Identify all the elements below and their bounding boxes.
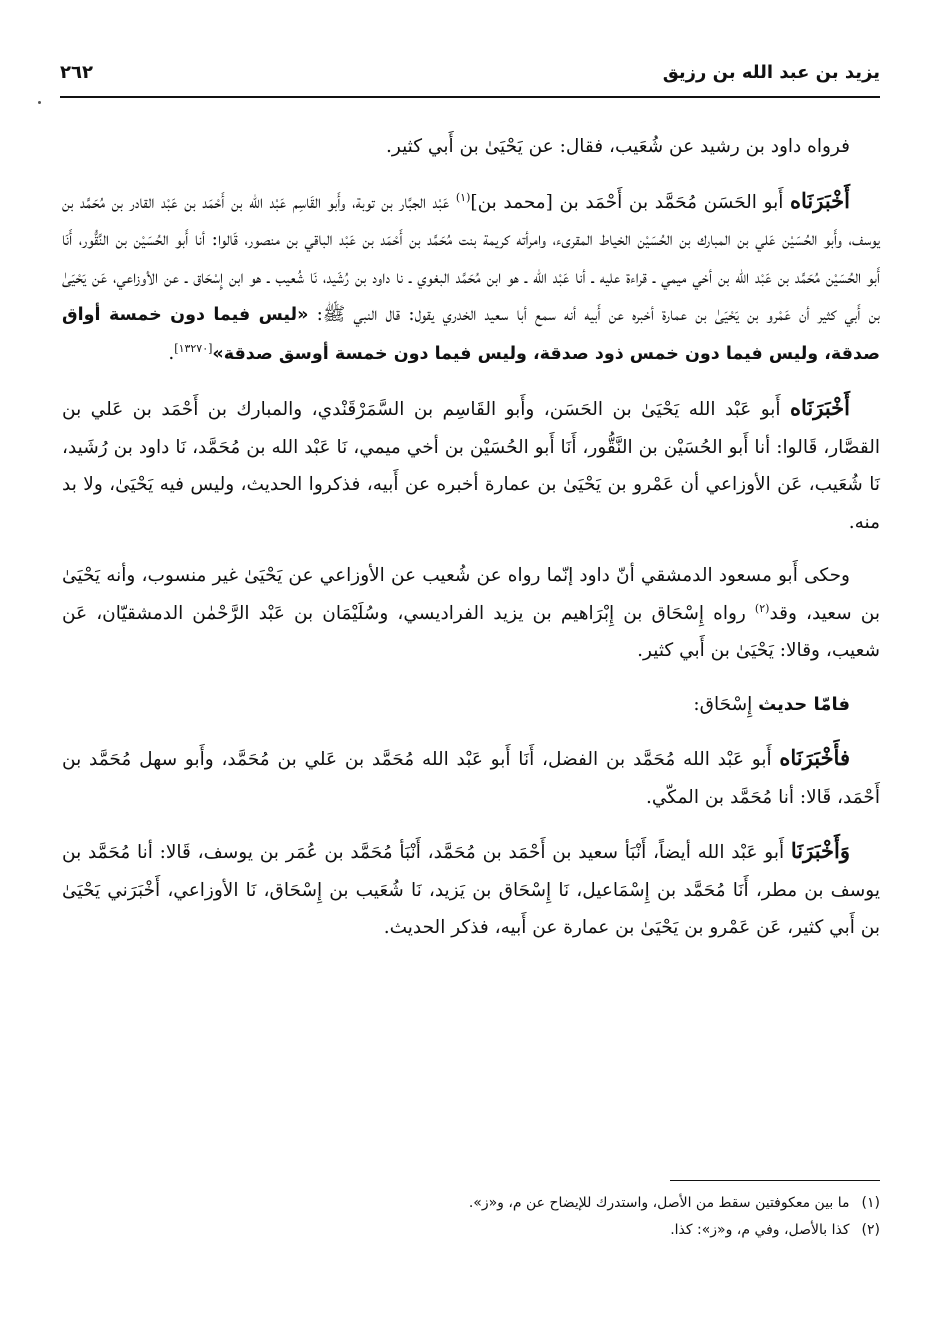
hadith-number: [١٣٢٧٠] — [174, 341, 213, 355]
scan-speck — [38, 101, 41, 104]
footnote-text: كذا بالأصل، وفي م، و«ز»: كذا. — [670, 1222, 850, 1238]
footnote-number: (٢) — [861, 1222, 880, 1238]
paragraph-lead-word: أَخْبَرَنَاه — [790, 395, 850, 420]
hadith-text: «ليس فيما دون خمسة أواق صدقة، وليس فيما دون خمس ذود صدقة، وليس فيما دون خمسة أوسق صدقة» — [62, 305, 880, 364]
paragraph-4 — [62, 557, 880, 670]
paragraph-end: . — [168, 342, 175, 364]
footnote-2 — [62, 1217, 880, 1244]
paragraph-text: وحكى أَبو مسعود الدمشقي أنّ داود إنّما رواه عن شُعيب عن الأوزاعي عن يَحْيَىٰ غير منسوب، وأنه يَحْيَىٰ بن سعيد، وقد — [62, 565, 880, 624]
running-header — [60, 46, 880, 98]
footnote-text: ما بين معكوفتين سقط من الأصل، واستدرك للإيضاح عن م، و«ز». — [468, 1195, 850, 1211]
section-heading — [62, 686, 880, 724]
paragraph-6 — [62, 832, 880, 947]
paragraph-lead-word: وَأَخْبَرَنَا — [790, 838, 850, 863]
paragraph-1 — [62, 128, 880, 166]
paragraph-text: عَبْد الجبَّار بن توبة، وأَبو القَاسِم عَبْد الله بن أَحْمَد بن عَبْد القادر بن مُحَمَّد بن يوسف، وأَبو الحُسَيْن عَلي بن المبارك بن الحُسَيْن الخياط المقرىء، وامرأته كريمة بنت مُحَمَّد بن أَحْمَد بن عَبْد الباقي بن منصور، قَالوا: أنا أَبو الحُسَيْن بن النَّقُّور، أَنَا أَبو الحُسَيْن مُحَمَّد بن عَبْد الله بن أخي ميمي ـ قراءة عليه ـ أنا عَبْد الله ـ هو ابن مُحَمَّد البغوي ـ نا داود بن رُشَيد، نَا شُعيب ـ هو ابن إِسْحَاق ـ عن الأوزاعي، عَن يَحْيَىٰ بن أَبي كثير أن عَمْرو بن يَحْيَىٰ بن عمارة أخبره عن أَبيه أنه سمع أبا سعيد الخدري يقول: قال النبي ﷺ: — [62, 191, 880, 325]
paragraph-5 — [62, 739, 880, 816]
running-title: يزيد بن عبد الله بن رزيق — [662, 62, 880, 83]
paragraph-text: فرواه داود بن رشيد عن شُعَيب، فقال: عن يَحْيَىٰ بن أَبي كثير. — [385, 136, 850, 157]
section-heading-text: إِسْحَاق: — [693, 693, 759, 715]
paragraph-text: أَبو عَبْد الله أيضاً، أَنْبَأ سعيد بن أَحْمَد بن مُحَمَّد، أَنْبَأ مُحَمَّد بن عُمَر بن يوسف، قَالا: أنا مُحَمَّد بن يوسف بن مطر، أَنَا مُحَمَّد بن إِسْمَاعيل، نَا إِسْحَاق بن يَزيد، نَا شُعَيب بن إِسْحَاق، نَا الأوزاعي، أَخْبَرَني يَحْيَىٰ بن أَبي كثير، عَن عَمْرو بن يَحْيَىٰ بن عمارة عن أَبيه، فذكر الحديث. — [62, 842, 880, 938]
section-heading-bold: فامّا حديث — [758, 693, 850, 715]
footnote-ref-1[interactable]: (١) — [455, 190, 471, 204]
main-text — [62, 128, 880, 963]
paragraph-lead-word: أَخْبَرَنَاه — [790, 187, 850, 213]
paragraph-2 — [62, 182, 880, 374]
footnotes — [62, 1190, 880, 1244]
footnote-number: (١) — [861, 1195, 880, 1211]
paragraph-text: أَبو الحَسَن مُحَمَّد بن أَحْمَد بن [محمد بن] — [470, 191, 790, 213]
page-number: ٢٦٢ — [60, 62, 93, 83]
footnote-divider — [670, 1180, 880, 1181]
footnote-ref-2[interactable]: (٢) — [754, 601, 770, 615]
paragraph-3 — [62, 389, 880, 541]
footnote-1 — [62, 1190, 880, 1217]
paragraph-lead-word: فأَخْبَرَنَاه — [779, 745, 850, 770]
paragraph-text: رواه إِسْحَاق بن إِبْرَاهيم بن يزيد الفراديسي، وسُلَيْمَان بن عَبْد الرَّحْمٰن الدمشقيّان، عَن شعيب، وقالا: يَحْيَىٰ بن أَبي كثير. — [62, 602, 880, 661]
paragraph-text: أَبو عَبْد الله يَحْيَىٰ بن الحَسَن، وأَبو القَاسِم بن السَّمَرْقَنْدي، والمبارك بن أَحْمَد بن عَلي بن القصَّار، قَالوا: أنا أَبو الحُسَيْن بن النَّقُّور، أَنَا أَبو الحُسَيْن بن أخي ميمي، نَا عَبْد الله بن مُحَمَّد، نَا داود بن رُشَيد، نَا شُعَيب، عَن الأوزاعي أن عَمْرو بن يَحْيَىٰ بن عمارة أخبره عن أَبيه، فذكروا الحديث، وليس فيه يَحْيَىٰ، ولا بد منه. — [62, 399, 880, 533]
paragraph-text: أَبو عَبْد الله مُحَمَّد بن الفضل، أَنَا أَبو عَبْد الله مُحَمَّد بن عَلي بن مُحَمَّد، وأَبو سهل مُحَمَّد بن أَحْمَد، قَالا: أنا مُحَمَّد بن المكّي. — [62, 749, 880, 808]
